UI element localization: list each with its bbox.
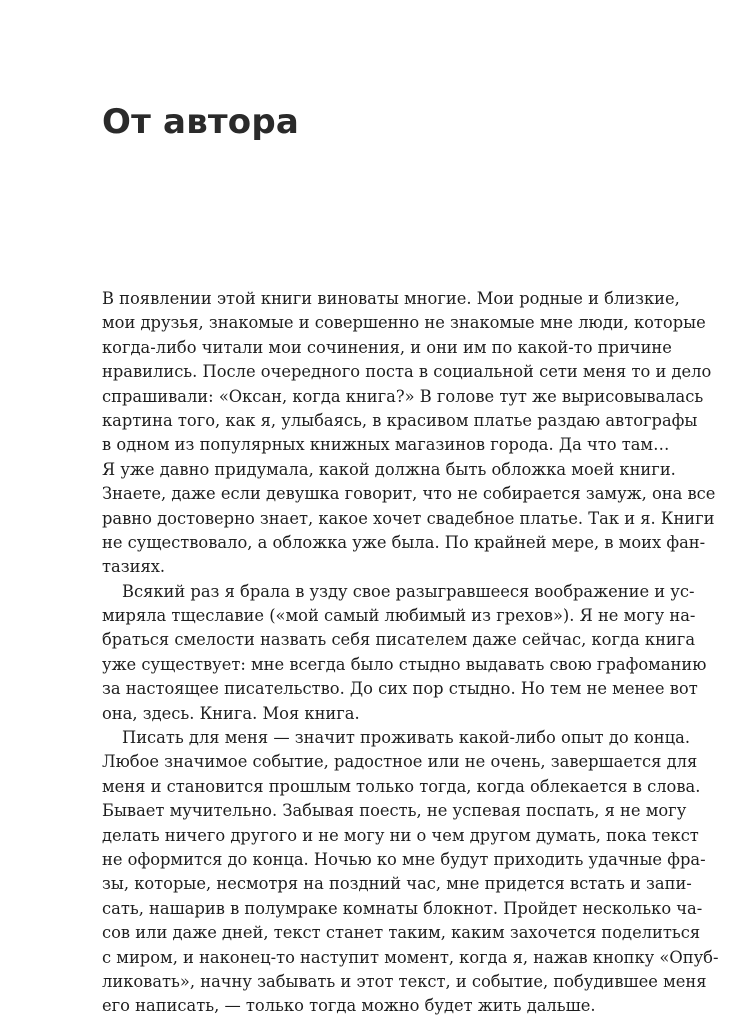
paragraph-3-line: не оформится до конца. Ночью ко мне будут приходить удачные фра- xyxy=(102,849,706,869)
paragraph-1-line: в одном из популярных книжных магазинов города. Да что там… xyxy=(102,435,670,455)
page-title: От автора xyxy=(102,102,300,142)
paragraph-1-line: Я уже давно придумала, какой должна быть обложка моей книги. xyxy=(102,459,676,479)
paragraph-3-line: с миром, и наконец-то наступит момент, когда я, нажав кнопку «Опуб- xyxy=(102,947,719,967)
paragraph-3-line: меня и становится прошлым только тогда, когда облекается в слова. xyxy=(102,776,701,796)
paragraph-3-line: сов или даже дней, текст станет таким, каким захочется поделиться xyxy=(102,923,701,943)
paragraph-1-line: когда-либо читали мои сочинения, и они им по какой-то причине xyxy=(102,337,672,357)
paragraph-2-line: миряла тщеславие («мой самый любимый из грехов»). Я не могу на- xyxy=(102,606,696,626)
paragraph-2-line: за настоящее писательство. До сих пор стыдно. Но тем не менее вот xyxy=(102,679,698,699)
body-text xyxy=(102,287,719,1019)
paragraph-3-line: делать ничего другого и не могу ни о чем другом думать, пока текст xyxy=(102,825,699,845)
paragraph-3-line: Писать для меня — значит проживать какой-либо опыт до конца. xyxy=(122,728,691,748)
paragraph-2-line: уже существует: мне всегда было стыдно выдавать свою графоманию xyxy=(102,654,707,674)
paragraph-1-line: Знаете, даже если девушка говорит, что не собирается замуж, она все xyxy=(102,484,716,504)
paragraph-1-line: В появлении этой книги виноваты многие. Мои родные и близкие, xyxy=(102,289,680,308)
paragraph-1-line: нравились. После очередного поста в социальной сети меня то и дело xyxy=(102,362,712,382)
paragraph-3-line: ликовать», начну забывать и этот текст, и событие, побудившее меня xyxy=(102,971,707,991)
paragraph-1-line: не существовало, а обложка уже была. По крайней мере, в моих фан- xyxy=(102,532,706,552)
paragraph-3-line: сать, нашарив в полумраке комнаты блокнот. Пройдет несколько ча- xyxy=(102,898,703,918)
paragraph-3-line: Любое значимое событие, радостное или не очень, завершается для xyxy=(102,752,698,772)
paragraph-1-line: спрашивали: «Оксан, когда книга?» В голове тут же вырисовывалась xyxy=(102,386,704,406)
paragraph-3-line: его написать, — только тогда можно будет жить дальше. xyxy=(102,996,596,1016)
paragraph-3-line: Бывает мучительно. Забывая поесть, не успевая поспать, я не могу xyxy=(102,801,687,821)
paragraph-3-line: зы, которые, несмотря на поздний час, мне придется встать и запи- xyxy=(102,874,692,894)
paragraph-1-line: равно достоверно знает, какое хочет свадебное платье. Так и я. Книги xyxy=(102,508,715,528)
paragraph-1-line: мои друзья, знакомые и совершенно не знакомые мне люди, которые xyxy=(102,313,706,333)
paragraph-1-line: картина того, как я, улыбаясь, в красивом платье раздаю автографы xyxy=(102,410,698,430)
paragraph-1-line: тазиях. xyxy=(102,557,166,577)
paragraph-2-line: она, здесь. Книга. Моя книга. xyxy=(102,703,360,723)
paragraph-2-line: Всякий раз я брала в узду свое разыгравшееся воображение и ус- xyxy=(122,581,695,601)
paragraph-2-line: браться смелости назвать себя писателем даже сейчас, когда книга xyxy=(102,630,696,650)
